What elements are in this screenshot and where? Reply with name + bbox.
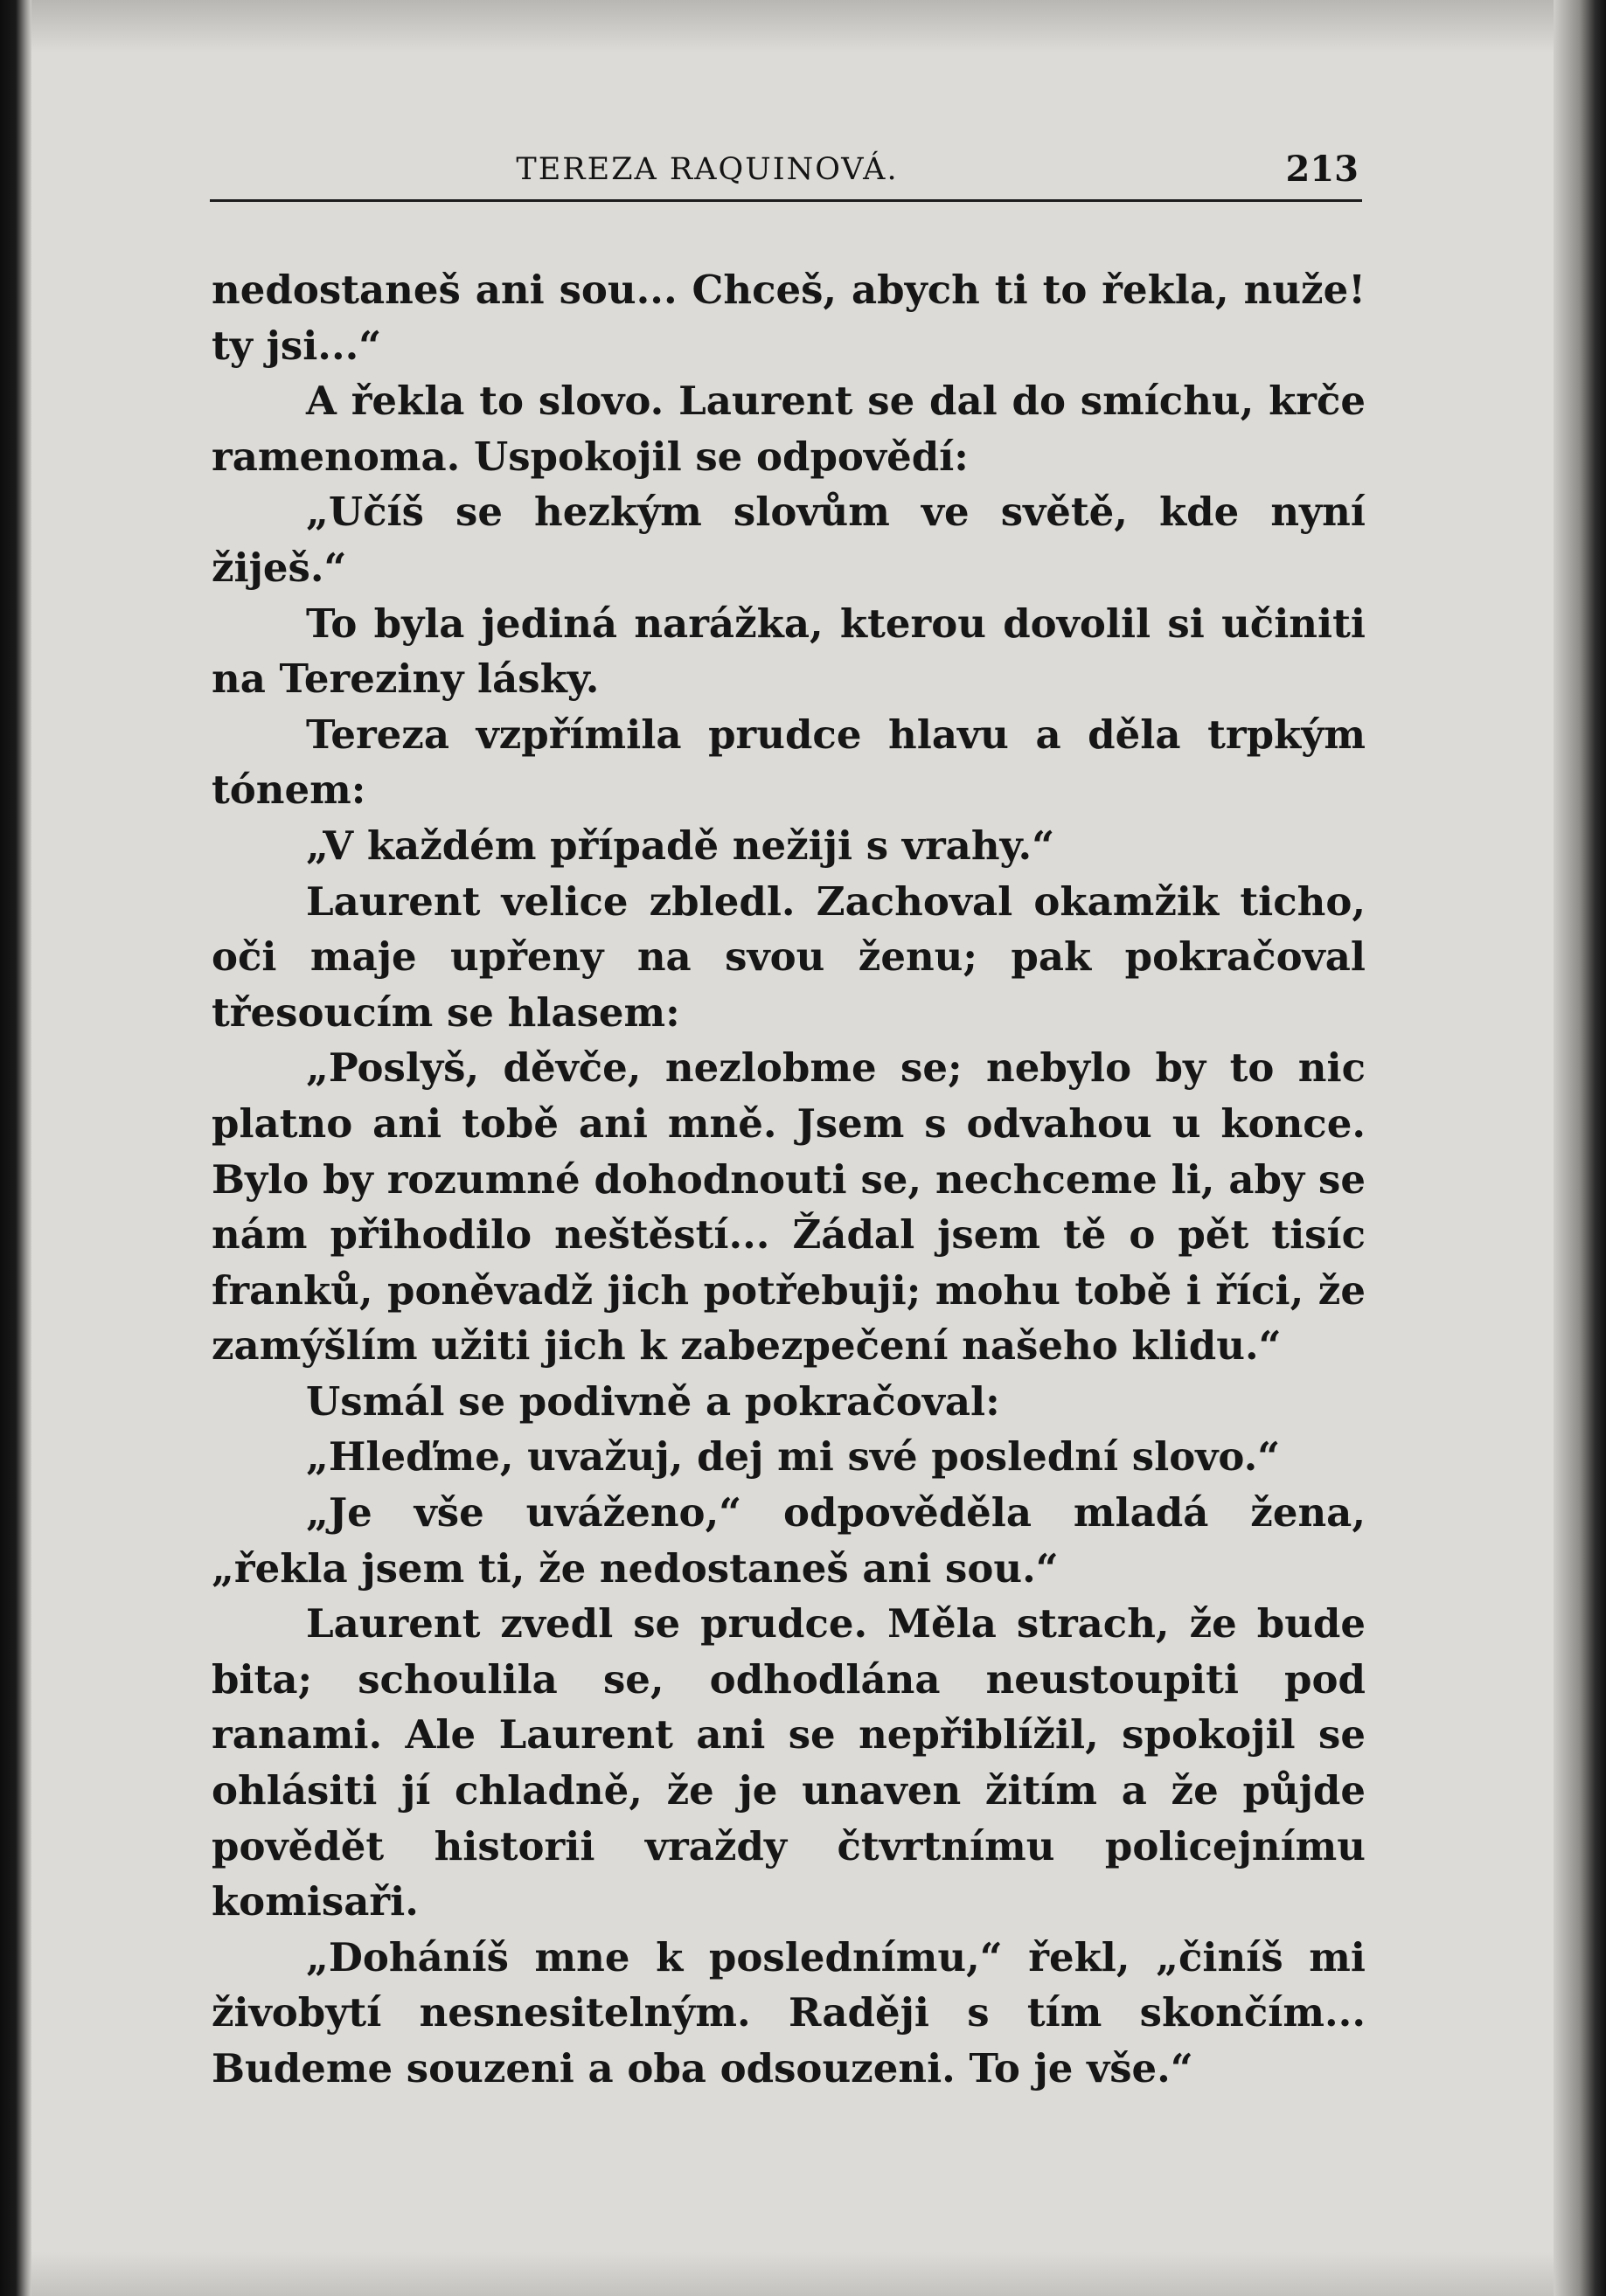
paragraph: A řekla to slovo. Laurent se dal do smíchu, krče ramenoma. Uspokojil se odpovědí: [212, 378, 1366, 480]
paragraph: nedostaneš ani sou... Chceš, abych ti to řekla, nuže! ty jsi...“ [212, 267, 1366, 369]
running-head [210, 149, 1362, 202]
paragraph: Usmál se podivně a pokračoval: [306, 1377, 1000, 1425]
paragraph: „V každém případě nežiji s vrahy.“ [306, 822, 1055, 869]
body-text [212, 262, 1366, 2097]
bottom-shadow [0, 2252, 1606, 2296]
paragraph: „Hleďme, uvažuj, dej mi své poslední slovo.“ [306, 1433, 1281, 1481]
paragraph: „Učíš se hezkým slovům ve světě, kde nyní žiješ.“ [212, 489, 1366, 591]
paragraph: „Poslyš, děvče, nezlobme se; nebylo by to nic platno ani tobě ani mně. Jsem s odvahou u konce. Bylo by rozumné dohodnouti se, nechceme li, aby se nám přihodilo neštěstí... Žádal jsem tě o pět tisíc franků, poněvadž jich potřebuji; mohu tobě i říci, že zamýšlím užiti jich k zabezpečení našeho klidu.“ [212, 1044, 1366, 1370]
paragraph: „Je vše uváženo,“ odpověděla mladá žena, „řekla jsem ti, že nedostaneš ani sou.“ [212, 1489, 1366, 1592]
paragraph: Laurent zvedl se prudce. Měla strach, že bude bita; schoulila se, odhodlána neustoupiti pod ranami. Ale Laurent ani se nepřiblížil, spokojil se ohlásiti jí chladně, že je unaven žitím a že půjde povědět historii vraždy čtvrtnímu policejnímu komisaři. [212, 1600, 1366, 1925]
paragraph: Tereza vzpřímila prudce hlavu a děla trpkým tónem: [212, 711, 1366, 814]
page-number: 213 [1285, 149, 1359, 190]
binding-edge [0, 0, 31, 2296]
top-shadow [0, 0, 1606, 52]
running-title: TEREZA RAQUINOVÁ. [516, 152, 899, 187]
paragraph: To byla jediná narážka, kterou dovolil si učiniti na Tereziny lásky. [212, 600, 1366, 703]
paragraph: Laurent velice zbledl. Zachoval okamžik ticho, oči maje upřeny na svou ženu; pak pokračoval třesoucím se hlasem: [212, 877, 1366, 1036]
paragraph: „Doháníš mne k poslednímu,“ řekl, „činíš mi živobytí nesnesitelným. Raději s tím skončím... Budeme souzeni a oba odsouzeni. To je vše.“ [212, 1933, 1366, 2091]
page-edge [1554, 0, 1606, 2296]
